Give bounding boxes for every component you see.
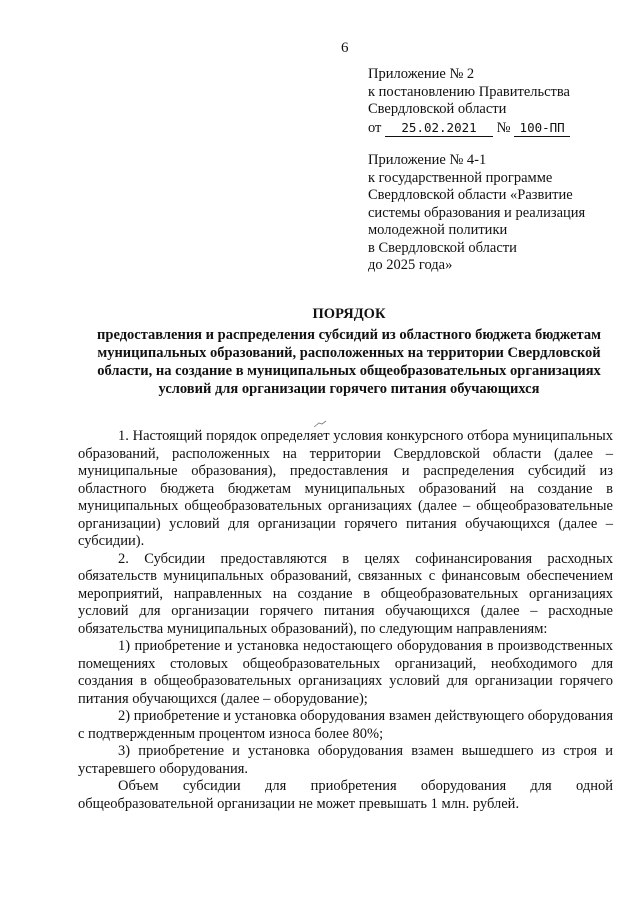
list-item: 2) приобретение и установка оборудования взамен действующего оборудования с подтвержденным процентом износа более 80%; bbox=[78, 708, 613, 742]
date-prefix: от bbox=[368, 119, 382, 136]
list-item: 3) приобретение и установка оборудования взамен вышедшего из строя и устаревшего оборудования. bbox=[78, 743, 613, 777]
date-value: 25.02.2021 bbox=[385, 119, 493, 138]
appendix-1-line: Приложение № 2 bbox=[368, 66, 475, 82]
appendix-2-line: к государственной программе bbox=[368, 169, 553, 186]
number-value: 100-ПП bbox=[514, 119, 570, 138]
paragraph: Объем субсидии для приобретения оборудования для одной общеобразовательной организации не может превышать 1 млн. рублей. bbox=[78, 778, 613, 812]
appendix-2-line: системы образования и реализация bbox=[368, 204, 586, 221]
appendix-2-line: в Свердловской области bbox=[368, 239, 517, 256]
page-number: 6 bbox=[341, 40, 349, 56]
paragraph: 2. Субсидии предоставляются в целях софинансирования расходных обязательств муниципальных образований, связанных с финансовым обеспечением мероприятий, направленных на создание в общеобразовательных организациях условий для организации горячего питания обучающихся (далее – расходные обязательства муниципальных образований), по следующим направлениям: bbox=[78, 550, 613, 637]
document-title bbox=[75, 305, 623, 398]
list-item: 1) приобретение и установка недостающего оборудования в производственных помещениях столовых общеобразовательных организаций, необходимого для создания в общеобразовательных организациях условий для организации горячего питания обучающихся (далее – оборудование); bbox=[78, 638, 613, 707]
appendix-1-line: Свердловской области bbox=[368, 101, 507, 117]
appendix-2-line: Приложение № 4-1 bbox=[368, 152, 487, 168]
appendix-2-line: до 2025 года» bbox=[368, 257, 453, 273]
paragraph: 1. Настоящий порядок определяет условия конкурсного отбора муниципальных образований, расположенных на территории Свердловской области (далее – муниципальные образования), предоставления и распределения субсидий из областного бюджета бюджетам муниципальных образований на создание в муниципальных общеобразовательных организациях (далее – общеобразовательные организации) условий для организации горячего питания обучающихся (далее – субсидии). bbox=[78, 428, 613, 549]
number-prefix: № bbox=[496, 119, 511, 136]
appendix-1-date-row bbox=[368, 119, 570, 138]
appendix-2-line: молодежной политики bbox=[368, 222, 508, 238]
document-body bbox=[78, 428, 613, 813]
title-main: ПОРЯДОК bbox=[312, 306, 386, 322]
pen-mark-icon bbox=[313, 420, 327, 428]
appendix-2-line: Свердловской области «Развитие bbox=[368, 187, 573, 203]
appendix-header-2 bbox=[368, 152, 585, 275]
title-subtitle: предоставления и распределения субсидий из областного бюджета бюджетам муниципальных образований, расположенных на территории Свердловской области, на создание в муниципальных общеобразовательных организациях условий для организации горячего питания обучающихся bbox=[97, 327, 601, 397]
appendix-1-line: к постановлению Правительства bbox=[368, 83, 570, 100]
appendix-header-1 bbox=[368, 66, 570, 137]
